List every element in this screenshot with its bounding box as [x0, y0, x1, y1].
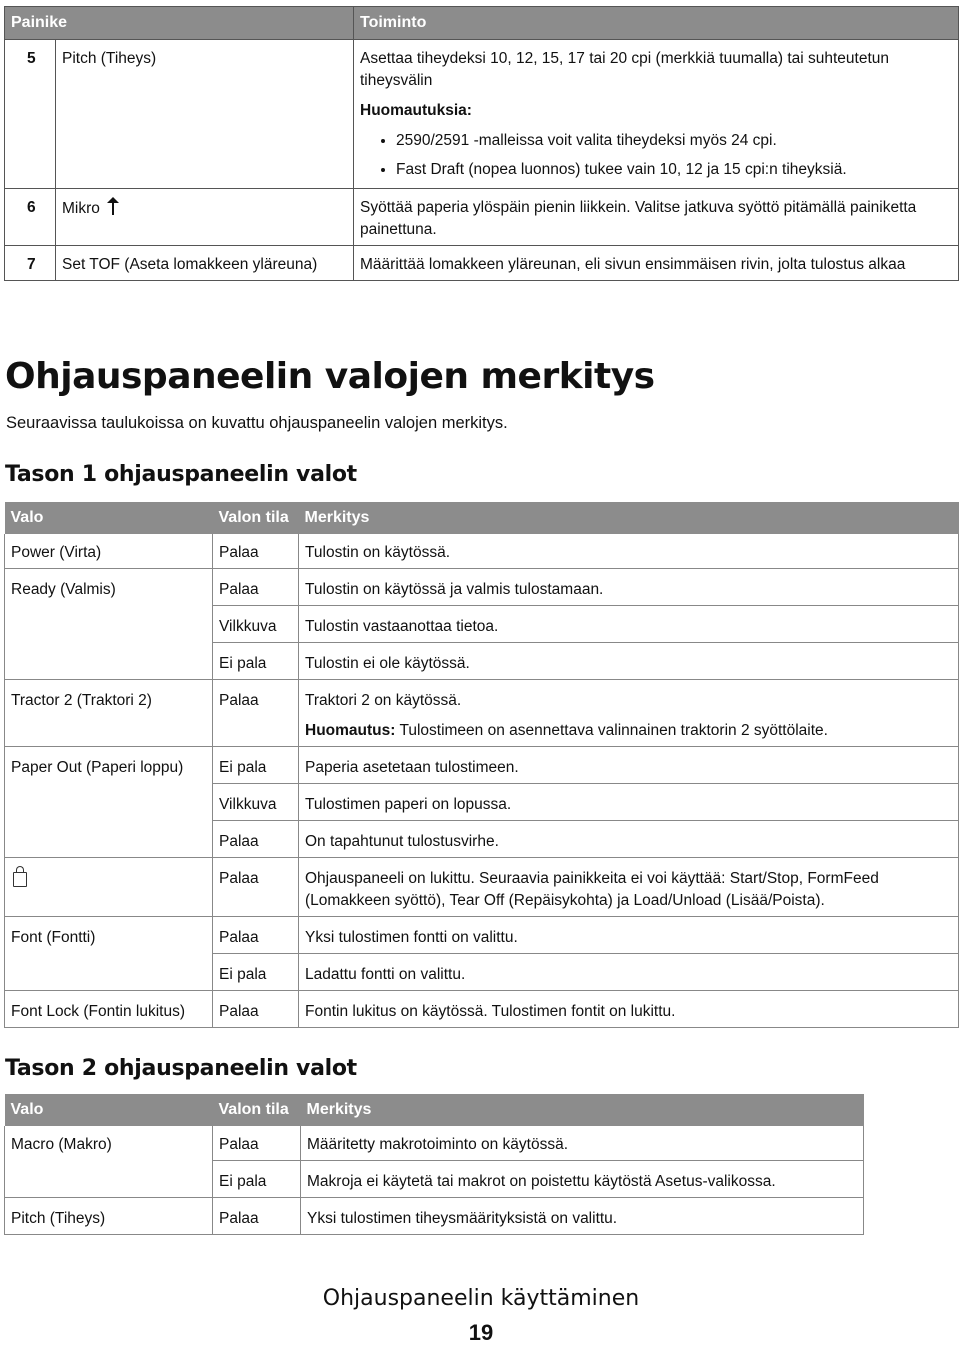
table-row	[5, 569, 959, 606]
table-row	[5, 821, 959, 858]
light-meaning: Paperia asetetaan tulostimeen.	[299, 747, 959, 784]
description-text: Asettaa tiheydeksi 10, 12, 15, 17 tai 20 cpi (merkkiä tuumalla) tai suhteutetun tiheysvälin	[360, 50, 890, 89]
light-meaning: Tulostin on käytössä ja valmis tulostamaan.	[299, 569, 959, 606]
button-name-cell	[56, 189, 354, 246]
button-description	[354, 40, 959, 189]
light-name: Font (Fontti)	[5, 917, 213, 954]
light-state: Palaa	[213, 821, 299, 858]
header-state: Valon tila	[213, 1094, 301, 1126]
row-number: 5	[5, 40, 56, 189]
light-name	[5, 954, 213, 991]
light-meaning: Tulostin vastaanottaa tietoa.	[299, 606, 959, 643]
table-row	[5, 747, 959, 784]
level1-title: Tason 1 ohjauspaneelin valot	[5, 462, 357, 487]
light-meaning: Tulostin on käytössä.	[299, 534, 959, 569]
light-state: Vilkkuva	[213, 606, 299, 643]
light-state: Ei pala	[213, 643, 299, 680]
table-row	[5, 246, 959, 281]
light-name-cell	[5, 858, 213, 917]
table-row	[5, 606, 959, 643]
table-row	[5, 1198, 864, 1235]
table-row	[5, 858, 959, 917]
header-light: Valo	[5, 1094, 213, 1126]
light-name: Ready (Valmis)	[5, 569, 213, 606]
table-row	[5, 40, 959, 189]
header-state: Valon tila	[213, 502, 299, 534]
light-state: Ei pala	[213, 954, 299, 991]
light-meaning-cell	[299, 680, 959, 747]
level2-title: Tason 2 ohjauspaneelin valot	[5, 1056, 357, 1081]
light-state: Palaa	[213, 680, 299, 747]
button-name: Pitch (Tiheys)	[56, 40, 354, 189]
notes-title: Huomautuksia:	[360, 102, 472, 119]
table-row	[5, 917, 959, 954]
light-name	[5, 1161, 213, 1198]
light-meaning: Makroja ei käytetä tai makrot on poistettu käytöstä Asetus-valikossa.	[301, 1161, 864, 1198]
light-meaning: Ladattu fontti on valittu.	[299, 954, 959, 991]
light-name: Pitch (Tiheys)	[5, 1198, 213, 1235]
light-state: Ei pala	[213, 1161, 301, 1198]
light-name	[5, 606, 213, 643]
header-light: Valo	[5, 502, 213, 534]
table-row	[5, 784, 959, 821]
header-button: Painike	[5, 7, 354, 40]
light-state: Palaa	[213, 1126, 301, 1161]
level2-lights-table	[4, 1094, 864, 1235]
light-name: Tractor 2 (Traktori 2)	[5, 680, 213, 747]
light-meaning: Fontin lukitus on käytössä. Tulostimen fontit on lukittu.	[299, 991, 959, 1028]
button-description: Määrittää lomakkeen yläreunan, eli sivun ensimmäisen rivin, jolta tulostus alkaa	[354, 246, 959, 281]
button-name: Set TOF (Aseta lomakkeen yläreuna)	[56, 246, 354, 281]
level1-lights-table	[4, 502, 959, 1028]
light-meaning: Traktori 2 on käytössä.	[305, 692, 462, 709]
row-number: 7	[5, 246, 56, 281]
list-item: • 2590/2591 -malleissa voit valita tiheydeksi myös 24 cpi.	[396, 126, 950, 155]
section-title: Ohjauspaneelin valojen merkitys	[5, 356, 655, 397]
note-label: Huomautus:	[305, 722, 396, 739]
button-description: Syöttää paperia ylöspäin pienin liikkein. Valitse jatkuva syöttö pitämällä painiketta painettuna.	[354, 189, 959, 246]
light-name	[5, 821, 213, 858]
button-name: Mikro	[62, 200, 100, 217]
table-row	[5, 680, 959, 747]
light-state: Palaa	[213, 991, 299, 1028]
row-number: 6	[5, 189, 56, 246]
table-row	[5, 991, 959, 1028]
light-name: Power (Virta)	[5, 534, 213, 569]
notes-list	[360, 126, 950, 184]
table-row	[5, 189, 959, 246]
light-state: Palaa	[213, 534, 299, 569]
footer-title: Ohjauspaneelin käyttäminen	[322, 1286, 640, 1311]
light-state: Palaa	[213, 858, 299, 917]
table-row	[5, 643, 959, 680]
light-meaning: Yksi tulostimen tiheysmäärityksistä on valittu.	[301, 1198, 864, 1235]
light-meaning: Tulostin ei ole käytössä.	[299, 643, 959, 680]
paper-feed-up-arrow-icon	[106, 197, 120, 215]
header-function: Toiminto	[354, 7, 959, 40]
light-meaning: Määritetty makrotoiminto on käytössä.	[301, 1126, 864, 1161]
light-state: Vilkkuva	[213, 784, 299, 821]
table-row	[5, 534, 959, 569]
padlock-icon	[13, 872, 27, 887]
page-number: 19	[468, 1320, 494, 1345]
header-meaning: Merkitys	[301, 1094, 864, 1126]
light-state: Palaa	[213, 917, 299, 954]
light-name	[5, 643, 213, 680]
table-row	[5, 1161, 864, 1198]
list-item: • Fast Draft (nopea luonnos) tukee vain 10, 12 ja 15 cpi:n tiheyksiä.	[396, 155, 950, 184]
light-name: Paper Out (Paperi loppu)	[5, 747, 213, 784]
light-state: Ei pala	[213, 747, 299, 784]
light-state: Palaa	[213, 1198, 301, 1235]
light-name: Font Lock (Fontin lukitus)	[5, 991, 213, 1028]
section-intro: Seuraavissa taulukoissa on kuvattu ohjauspaneelin valojen merkitys.	[6, 414, 508, 432]
light-meaning: Ohjauspaneeli on lukittu. Seuraavia painikkeita ei voi käyttää: Start/Stop, FormFeed (Lomakkeen syöttö), Tear Off (Repäisykohta) ja Load/Unload (Lisää/Poista).	[299, 858, 959, 917]
light-state: Palaa	[213, 569, 299, 606]
header-meaning: Merkitys	[299, 502, 959, 534]
light-meaning: Yksi tulostimen fontti on valittu.	[299, 917, 959, 954]
buttons-table	[4, 6, 959, 281]
light-name	[5, 784, 213, 821]
light-meaning: Tulostimen paperi on lopussa.	[299, 784, 959, 821]
note-text: Tulostimeen on asennettava valinnainen traktorin 2 syöttölaite.	[395, 722, 828, 739]
light-meaning: On tapahtunut tulostusvirhe.	[299, 821, 959, 858]
table-row	[5, 954, 959, 991]
table-row	[5, 1126, 864, 1161]
tractor-note	[305, 720, 952, 742]
light-name: Macro (Makro)	[5, 1126, 213, 1161]
